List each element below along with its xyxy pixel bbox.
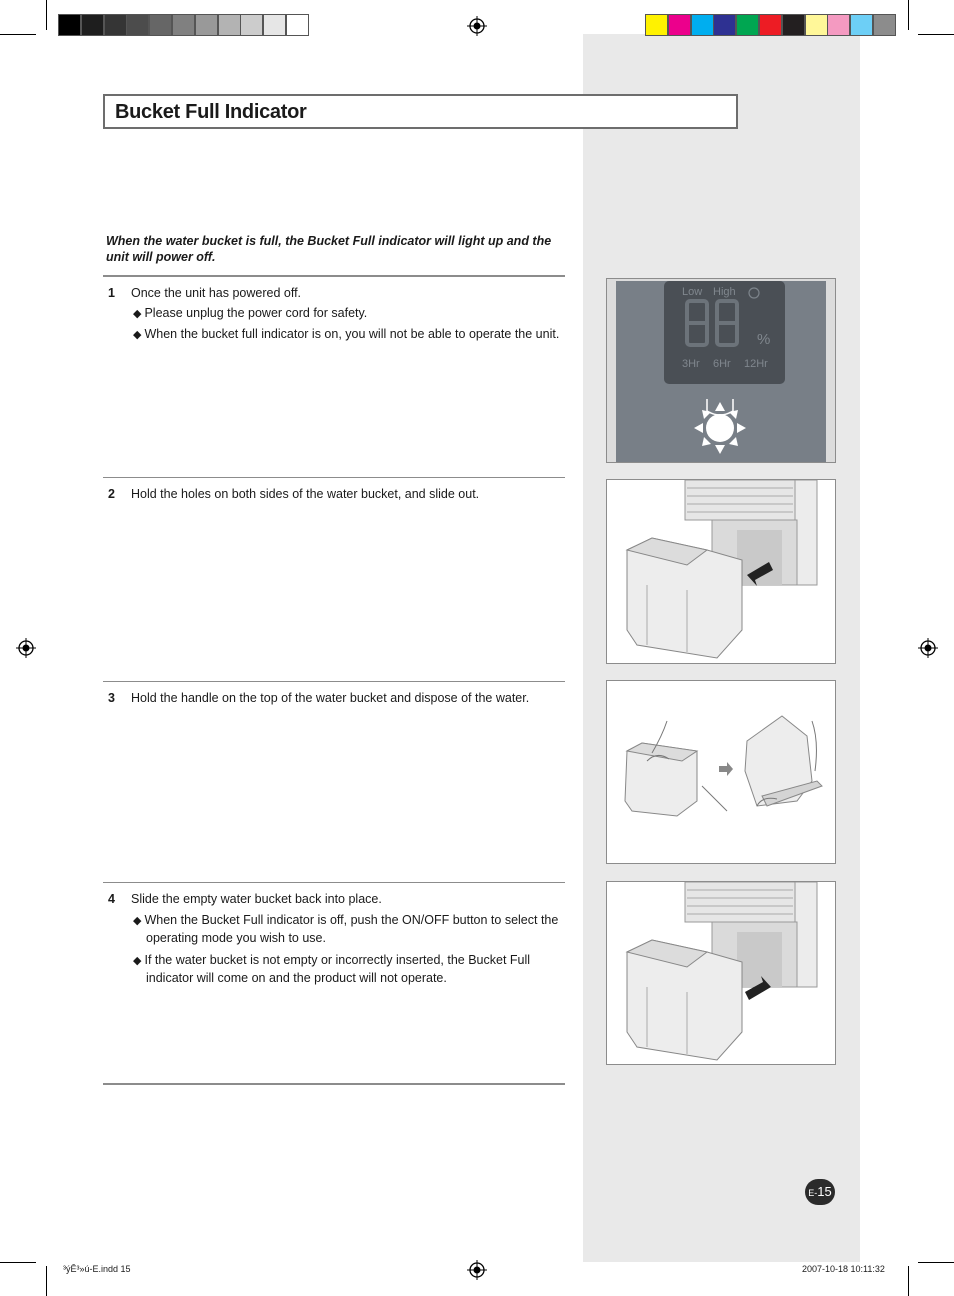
color-swatch [645, 14, 668, 36]
step-number: 1 [108, 286, 115, 300]
panel-percent: % [757, 331, 771, 348]
page-number-prefix: E- [808, 1188, 818, 1198]
color-swatch [691, 14, 714, 36]
color-swatch [736, 14, 759, 36]
crop-mark [918, 1262, 954, 1263]
step-text: Slide the empty water bucket back into place. [131, 892, 382, 906]
panel-timer-3hr: 3Hr [682, 358, 700, 370]
crop-mark [908, 1266, 909, 1296]
empty-bucket-figure [606, 680, 836, 864]
color-swatch [805, 14, 828, 36]
diamond-bullet-icon: ◆ [133, 329, 142, 341]
diamond-bullet-icon: ◆ [133, 308, 142, 320]
grey-swatch [58, 14, 81, 36]
page-title: Bucket Full Indicator [115, 101, 307, 123]
registration-mark-icon [467, 16, 487, 36]
divider [103, 1083, 565, 1085]
panel-digits [607, 279, 608, 280]
crop-mark [0, 34, 36, 35]
grey-swatch [149, 14, 172, 36]
color-swatch [713, 14, 736, 36]
divider [103, 681, 565, 682]
grey-swatch [104, 14, 127, 36]
bucket-removal-illustration [607, 480, 836, 664]
empty-bucket-illustration [607, 681, 836, 864]
bucket-insert-figure [606, 881, 836, 1065]
step-bullet: ◆ If the water bucket is not empty or incorrectly inserted, the Bucket Full indicator will come on and the product will not operate. [133, 953, 531, 985]
step-number: 4 [108, 892, 115, 906]
grey-swatch [286, 14, 309, 36]
bucket-removal-figure [606, 479, 836, 664]
step-bullet: ◆ Please unplug the power cord for safety. [133, 306, 368, 320]
step-number: 2 [108, 487, 115, 501]
crop-mark [918, 34, 954, 35]
divider [103, 275, 565, 277]
color-swatch [782, 14, 805, 36]
registration-mark-icon [16, 638, 36, 658]
step-text: Once the unit has powered off. [131, 286, 302, 300]
crop-mark [0, 1262, 36, 1263]
bucket-insert-illustration [607, 882, 836, 1065]
grey-swatch [172, 14, 195, 36]
color-swatch [759, 14, 782, 36]
grey-swatch [218, 14, 241, 36]
grey-swatch [81, 14, 104, 36]
panel-timer-12hr: 12Hr [744, 358, 768, 370]
step-bullet: ◆ When the bucket full indicator is on, you will not be able to operate the unit. [133, 327, 560, 341]
section-title-box [103, 94, 738, 129]
step-text: Hold the handle on the top of the water bucket and dispose of the water. [131, 691, 530, 705]
step-bullet: ◆ When the Bucket Full indicator is off, push the ON/OFF button to select the operating mode you wish to use. [133, 913, 559, 945]
crop-mark [908, 0, 909, 30]
grey-swatch [126, 14, 149, 36]
registration-mark-icon [467, 1260, 487, 1280]
footer-file-name: ³ýÊ³»ú-E.indd 15 [63, 1264, 131, 1274]
crop-mark [46, 0, 47, 30]
registration-mark-icon [918, 638, 938, 658]
intro-text: When the water bucket is full, the Bucket Full indicator will light up and the unit will power off. [106, 234, 552, 264]
panel-low-label: Low [682, 286, 703, 298]
color-swatch [668, 14, 691, 36]
diamond-bullet-icon: ◆ [133, 915, 142, 927]
page-number: 15 [817, 1184, 832, 1199]
grey-swatch [263, 14, 286, 36]
step-number: 3 [108, 691, 115, 705]
grey-swatch [195, 14, 218, 36]
page-number-badge [805, 1179, 835, 1205]
crop-mark [46, 1266, 47, 1296]
step-text: Hold the holes on both sides of the water bucket, and slide out. [131, 487, 480, 501]
control-panel-figure [606, 278, 836, 463]
grey-swatch [240, 14, 263, 36]
footer-timestamp: 2007-10-18 10:11:32 [802, 1264, 885, 1274]
color-swatch [827, 14, 850, 36]
panel-high-label: High [713, 286, 736, 298]
divider [103, 882, 565, 883]
diamond-bullet-icon: ◆ [133, 955, 142, 967]
panel-timer-6hr: 6Hr [713, 358, 731, 370]
color-swatch [873, 14, 896, 36]
control-panel-illustration [607, 279, 836, 463]
divider [103, 477, 565, 478]
color-swatch [850, 14, 873, 36]
